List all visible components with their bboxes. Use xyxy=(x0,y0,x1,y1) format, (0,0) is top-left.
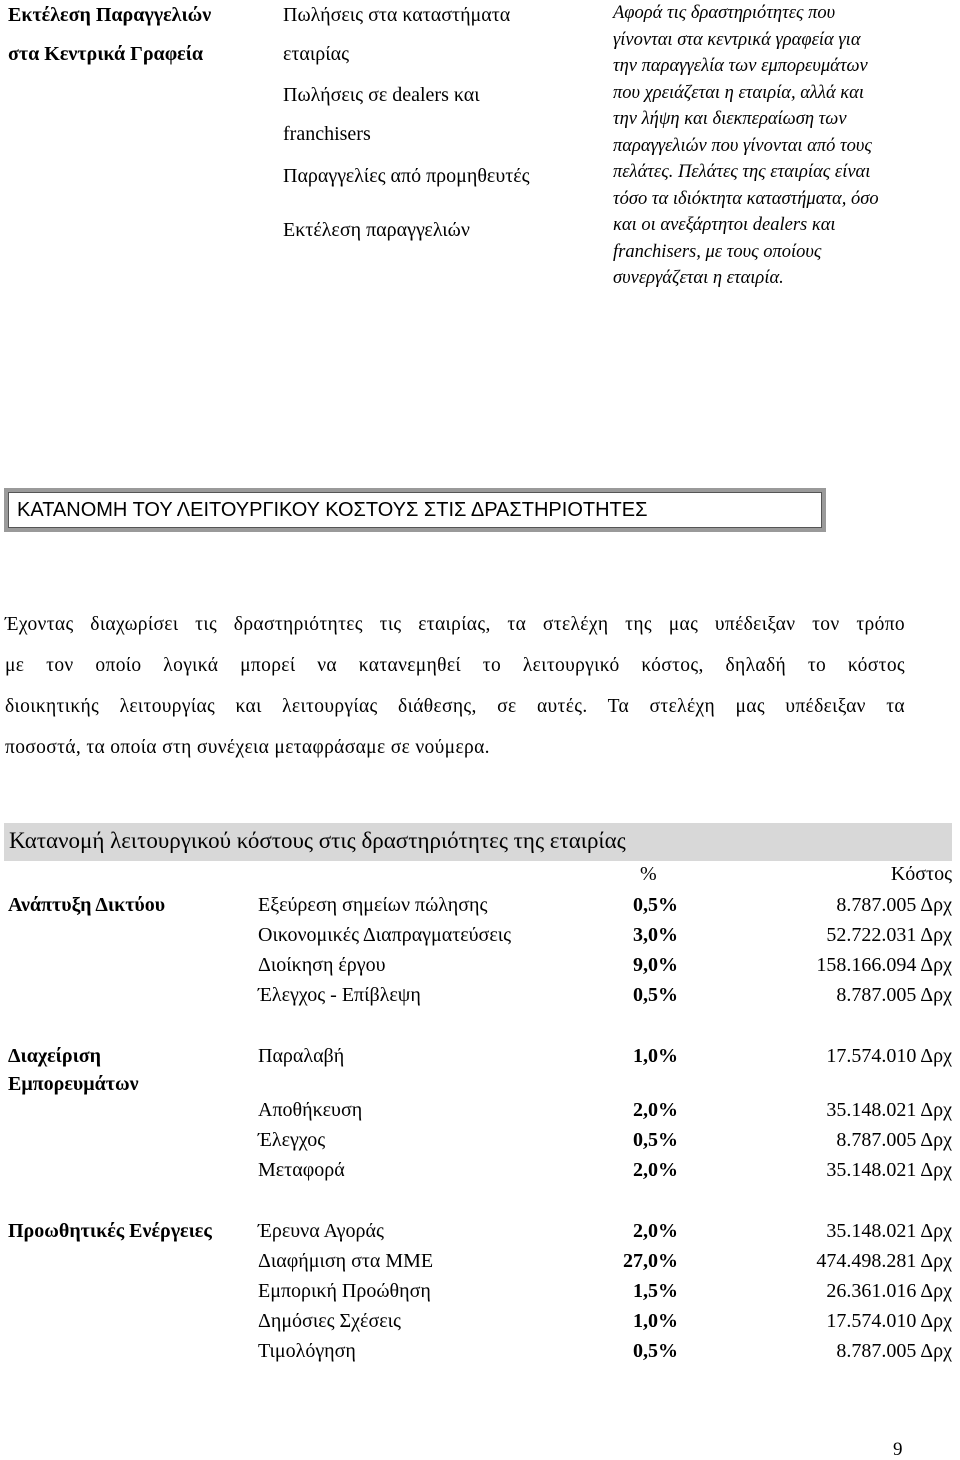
cost-cell: 52.722.031 Δρχ xyxy=(826,924,952,946)
activity-description xyxy=(613,0,958,292)
group-name: Εμπορευμάτων xyxy=(8,1073,139,1095)
cost-cell: 35.148.021 Δρχ xyxy=(826,1220,952,1242)
description-line: συνεργάζεται η εταιρία. xyxy=(613,268,784,288)
cost-cell: 8.787.005 Δρχ xyxy=(836,1340,952,1362)
sub-activity-item: Πωλήσεις σε dealers και xyxy=(283,84,480,106)
description-line: τόσο τα ιδιόκτητα καταστήματα, όσο xyxy=(613,188,879,209)
cost-cell: 17.574.010 Δρχ xyxy=(826,1045,952,1067)
cost-cell: 35.148.021 Δρχ xyxy=(826,1159,952,1181)
activity-cell: Έρευνα Αγοράς xyxy=(258,1220,384,1242)
table-title-band xyxy=(4,823,952,861)
percent-cell: 0,5% xyxy=(633,1129,678,1151)
activity-cell: Έλεγχος - Επίβλεψη xyxy=(258,984,421,1006)
description-line: παραγγελιών που γίνονται από τους xyxy=(613,135,872,156)
sub-activity-item: Εκτέλεση παραγγελιών xyxy=(283,219,470,241)
activity-cell: Εμπορική Προώθηση xyxy=(258,1280,431,1302)
activity-cell: Παραλαβή xyxy=(258,1045,345,1067)
percent-cell: 2,0% xyxy=(633,1099,678,1121)
percent-cell: 9,0% xyxy=(633,954,678,976)
activity-cell: Αποθήκευση xyxy=(258,1099,363,1121)
cost-cell: 26.361.016 Δρχ xyxy=(826,1280,952,1302)
description-line: Αφορά τις δραστηριότητες που xyxy=(613,3,836,23)
percent-cell: 0,5% xyxy=(633,984,678,1006)
activity-cell: Έλεγχος xyxy=(258,1129,326,1151)
percent-cell: 2,0% xyxy=(633,1159,678,1181)
percent-cell: 1,0% xyxy=(633,1310,678,1332)
cost-cell: 17.574.010 Δρχ xyxy=(826,1310,952,1332)
percent-cell: 0,5% xyxy=(633,894,678,916)
cost-cell: 8.787.005 Δρχ xyxy=(836,894,952,916)
percent-cell: 1,5% xyxy=(633,1280,678,1302)
page-number: 9 xyxy=(893,1439,903,1460)
cost-cell: 8.787.005 Δρχ xyxy=(836,1129,952,1151)
activity-cell: Τιμολόγηση xyxy=(258,1340,356,1362)
activity-cell: Δημόσιες Σχέσεις xyxy=(258,1310,401,1332)
body-paragraph xyxy=(5,604,905,768)
column-header-cost: Κόστος xyxy=(890,863,952,885)
cost-cell: 35.148.021 Δρχ xyxy=(826,1099,952,1121)
section-heading: ΚΑΤΑΝΟΜΗ ΤΟΥ ΛΕΙΤΟΥΡΓΙΚΟΥ ΚΟΣΤΟΥΣ ΣΤΙΣ ΔΡΑΣΤΗΡΙΟΤΗΤΕΣ xyxy=(17,499,648,521)
percent-cell: 3,0% xyxy=(633,924,678,946)
section-heading-box xyxy=(4,488,826,532)
sub-activity-item: Παραγγελίες από προμηθευτές xyxy=(283,165,530,187)
column-header-percent: % xyxy=(640,863,657,885)
description-line: την λήψη και διεκπεραίωση των xyxy=(613,109,847,129)
description-line: franchisers, με τους οποίους xyxy=(613,241,822,262)
section-heading-inner xyxy=(8,492,822,528)
description-line: γίνονται στα κεντρικά γραφεία για xyxy=(613,29,861,50)
paragraph-line: με τον οποίο λογικά μπορεί να κατανεμηθεί το λειτουργικό κόστος, δηλαδή το κόστος xyxy=(5,655,905,676)
description-line: και οι ανεξάρτητοι dealers και xyxy=(613,215,836,235)
description-line: την παραγγελία των εμπορευμάτων xyxy=(613,56,868,76)
activity-cell: Μεταφορά xyxy=(258,1159,345,1181)
percent-cell: 27,0% xyxy=(623,1250,678,1272)
group-name: Προωθητικές Ενέργειες xyxy=(8,1220,212,1242)
description-line: πελάτες. Πελάτες της εταιρίας είναι xyxy=(613,162,871,182)
percent-cell: 2,0% xyxy=(633,1220,678,1242)
cost-cell: 158.166.094 Δρχ xyxy=(816,954,952,976)
activity-name-line-1: Εκτέλεση Παραγγελιών xyxy=(8,4,212,26)
group-name: Διαχείριση xyxy=(8,1045,102,1067)
activity-name-line-2: στα Κεντρικά Γραφεία xyxy=(8,43,204,65)
group-name: Ανάπτυξη Δικτύου xyxy=(8,894,166,916)
sub-activity-item: εταιρίας xyxy=(283,43,350,65)
percent-cell: 1,0% xyxy=(633,1045,678,1067)
sub-activity-item: franchisers xyxy=(283,123,371,145)
paragraph-line: διοικητικής λειτουργίας και λειτουργίας διάθεσης, σε αυτές. Τα στελέχη μας υπέδειξαν τα xyxy=(5,696,905,717)
sub-activity-item: Πωλήσεις στα καταστήματα xyxy=(283,4,511,26)
activity-cell: Διοίκηση έργου xyxy=(258,954,386,976)
activity-cell: Διαφήμιση στα ΜΜΕ xyxy=(258,1250,434,1272)
activity-cell: Οικονομικές Διαπραγματεύσεις xyxy=(258,924,512,946)
cost-cell: 474.498.281 Δρχ xyxy=(816,1250,952,1272)
description-line: που χρειάζεται η εταιρία, αλλά και xyxy=(613,82,865,103)
cost-cell: 8.787.005 Δρχ xyxy=(836,984,952,1006)
table-title: Κατανομή λειτουργικού κόστους στις δραστηριότητες της εταιρίας xyxy=(9,828,626,853)
activity-cell: Εξεύρεση σημείων πώλησης xyxy=(258,894,488,916)
paragraph-line: ποσοστά, τα οποία στη συνέχεια μεταφράσαμε σε νούμερα. xyxy=(5,737,490,758)
percent-cell: 0,5% xyxy=(633,1340,678,1362)
paragraph-line: Έχοντας διαχωρίσει τις δραστηριότητες τις εταιρίας, τα στελέχη της μας υπέδειξαν τον τρόπο xyxy=(5,614,905,635)
